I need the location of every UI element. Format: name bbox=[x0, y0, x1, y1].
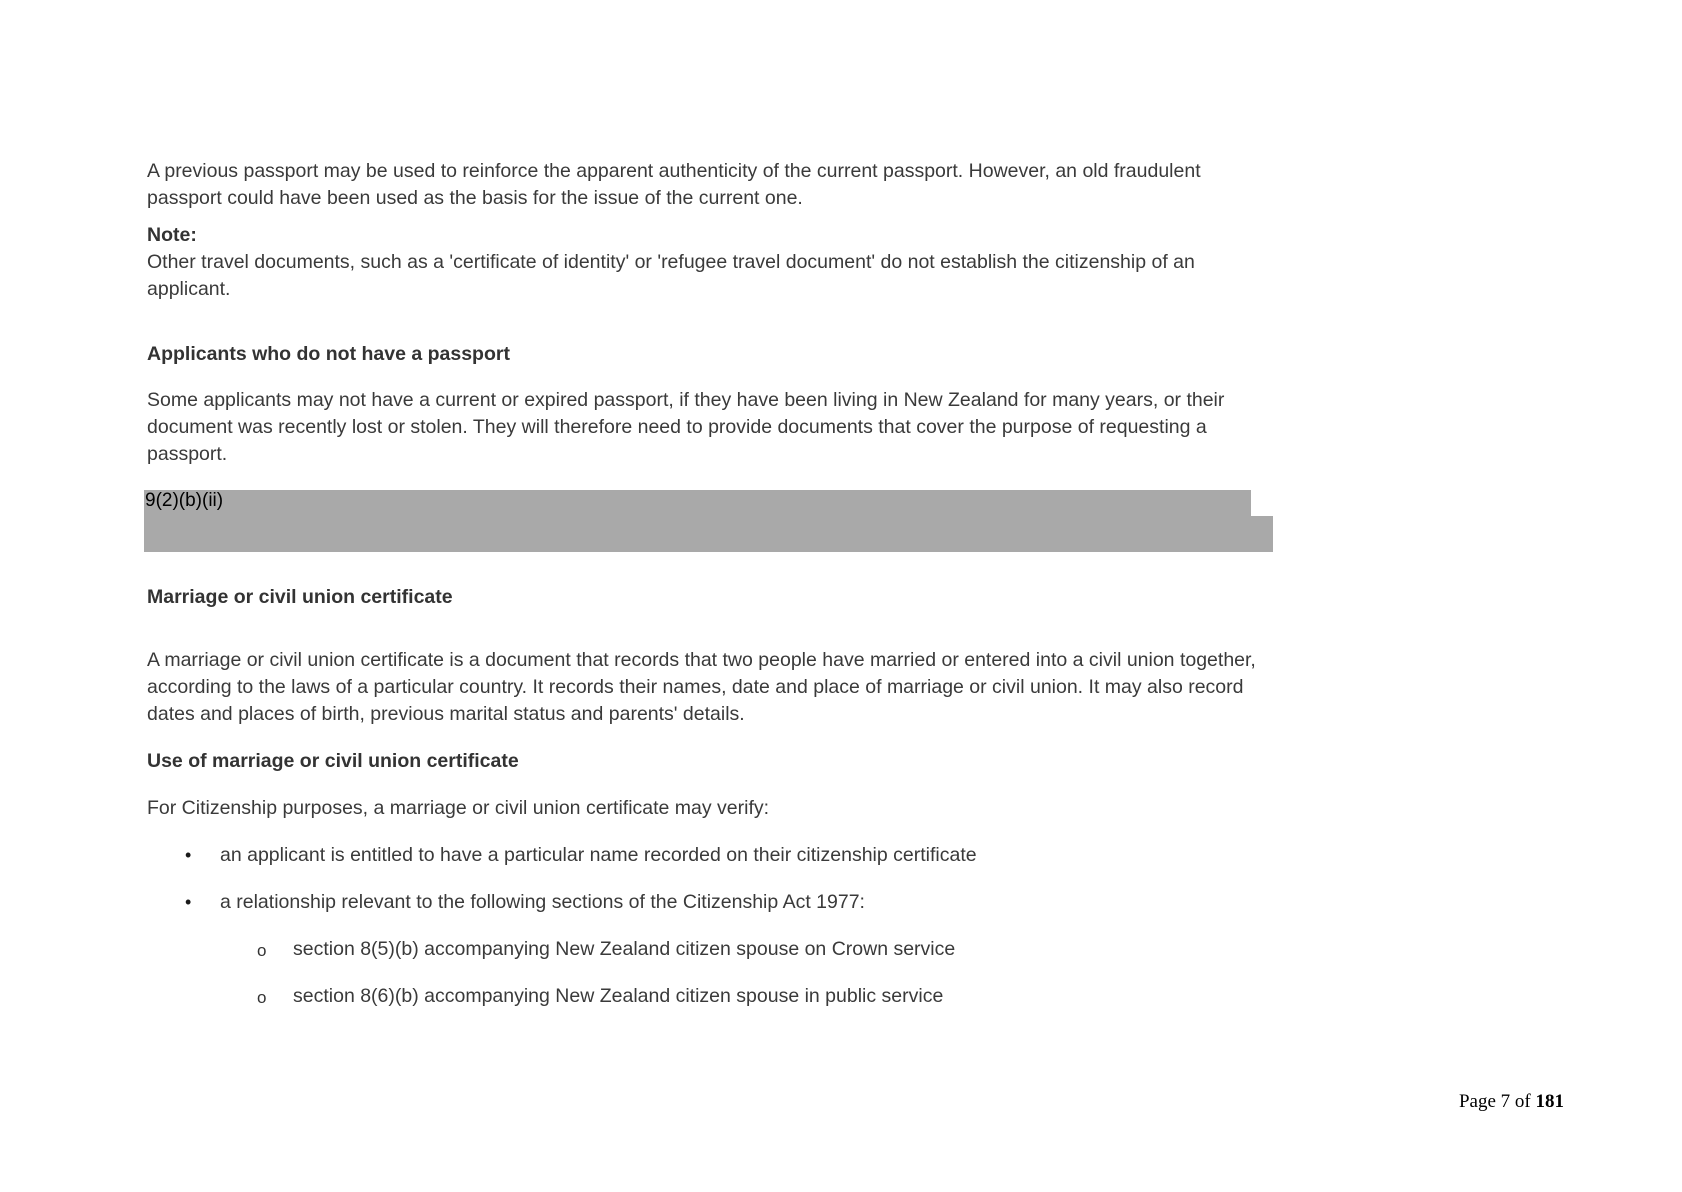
redaction-code: 9(2)(b)(ii) bbox=[145, 490, 224, 511]
sub-list-item bbox=[147, 936, 1272, 963]
heading-use-of-certificate: Use of marriage or civil union certificate bbox=[147, 750, 519, 772]
sub-list-item-text: section 8(5)(b) accompanying New Zealand citizen spouse on Crown service bbox=[293, 938, 956, 960]
list-item-text: a relationship relevant to the following sections of the Citizenship Act 1977: bbox=[220, 891, 865, 913]
page-number-of: of bbox=[1514, 1091, 1531, 1112]
page-number bbox=[1459, 1091, 1564, 1113]
sub-list-item bbox=[147, 983, 1272, 1010]
paragraph-previous-passport: A previous passport may be used to reinforce the apparent authenticity of the current passport. However, an old fraudulent passport could have been used as the basis for the issue of the current one. bbox=[147, 160, 1201, 209]
bullet-list bbox=[147, 842, 1272, 916]
page-number-current: 7 bbox=[1500, 1091, 1511, 1112]
note-body: Other travel documents, such as a 'certificate of identity' or 'refugee travel document' do not establish the citizenship of an applicant. bbox=[147, 251, 1195, 300]
sub-bullet-marker: o bbox=[257, 988, 267, 1007]
list-item bbox=[147, 842, 1272, 869]
sub-list-item-text: section 8(6)(b) accompanying New Zealand citizen spouse in public service bbox=[293, 985, 944, 1007]
list-item bbox=[147, 889, 1272, 916]
redaction-notch bbox=[1251, 490, 1273, 516]
redaction-block bbox=[144, 490, 1273, 552]
paragraph-applicants-without-passport: Some applicants may not have a current or expired passport, if they have been living in New Zealand for many years, or their document was recently lost or stolen. They will therefore need to provide documents that cover the purpose of requesting a passport. bbox=[147, 389, 1225, 465]
page-number-total: 181 bbox=[1535, 1091, 1564, 1112]
document-body bbox=[147, 158, 1272, 1030]
heading-applicants-without-passport: Applicants who do not have a passport bbox=[147, 343, 510, 365]
paragraph-marriage-certificate: A marriage or civil union certificate is a document that records that two people have married or entered into a civil union together, according to the laws of a particular country. It records their names, date and place of marriage or civil union. It may also record dates and places of birth, previous marital status and parents' details. bbox=[147, 649, 1256, 725]
paragraph-use-intro: For Citizenship purposes, a marriage or civil union certificate may verify: bbox=[147, 797, 770, 819]
list-item-text: an applicant is entitled to have a particular name recorded on their citizenship certificate bbox=[220, 844, 977, 866]
note-heading: Note: bbox=[147, 224, 197, 246]
sub-bullet-list bbox=[147, 936, 1272, 1010]
bullet-marker: • bbox=[185, 892, 192, 912]
bullet-marker: • bbox=[185, 845, 192, 865]
heading-marriage-certificate: Marriage or civil union certificate bbox=[147, 586, 453, 608]
sub-bullet-marker: o bbox=[257, 941, 267, 960]
page-number-prefix: Page bbox=[1458, 1091, 1496, 1112]
